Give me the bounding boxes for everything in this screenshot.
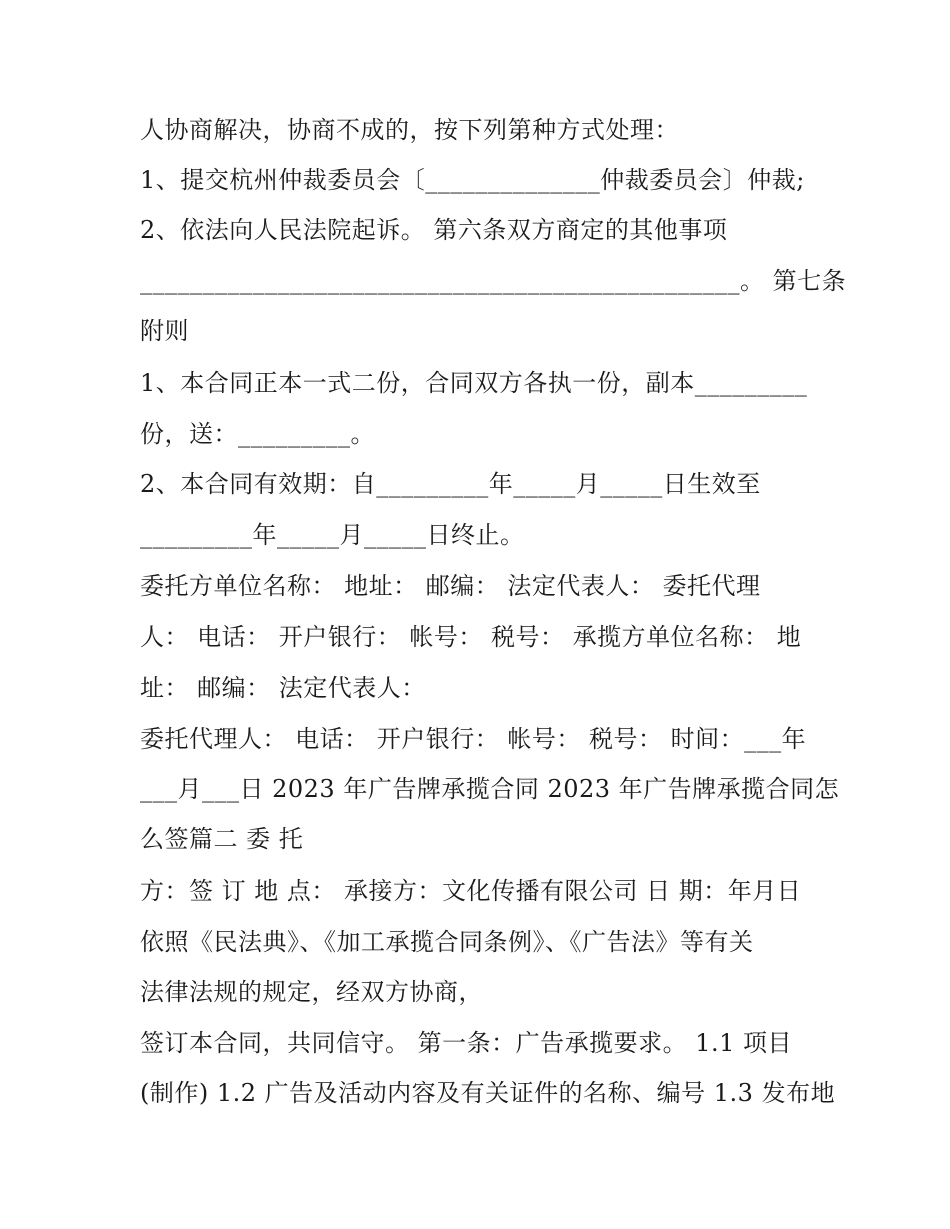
text-line: _________年_____月_____日终止。: [140, 521, 525, 549]
text-line: 1、提交杭州仲裁委员会〔______________仲裁委员会〕仲裁;: [140, 166, 805, 194]
text-line: (制作) 1.2 广告及活动内容及有关证件的名称、编号 1.3 发布地: [140, 1079, 836, 1107]
text-line: 法律法规的规定，经双方协商，: [140, 978, 483, 1006]
text-line: 附则: [140, 317, 189, 345]
text-line: 委托方单位名称： 地址： 邮编： 法定代表人： 委托代理: [140, 572, 761, 600]
text-line: ________________________________________________。 第七条: [140, 267, 847, 295]
text-line: 人： 电话： 开户银行： 帐号： 税号： 承揽方单位名称： 地: [140, 623, 802, 651]
text-line: 份，送：_________。: [140, 420, 375, 448]
text-line: 1、本合同正本一式二份，合同双方各执一份，副本_________: [140, 369, 808, 397]
text-line: 方：签 订 地 点： 承接方：文化传播有限公司 日 期：年月日: [140, 877, 802, 905]
text-line: 2、依法向人民法院起诉。 第六条双方商定的其他事项: [140, 216, 728, 244]
text-line: 址： 邮编： 法定代表人：: [140, 674, 426, 702]
text-line: 委托代理人： 电话： 开户银行： 帐号： 税号： 时间：___年: [140, 725, 807, 753]
text-line: 依照《民法典》、《加工承揽合同条例》、《广告法》等有关: [140, 928, 754, 956]
text-line: 2、本合同有效期：自_________年_____月_____日生效至: [140, 470, 761, 498]
text-line: 签订本合同，共同信守。 第一条：广告承揽要求。 1.1 项目: [140, 1029, 793, 1057]
text-line: 么签篇二 委 托: [140, 825, 304, 853]
text-line: ___月___日 2023 年广告牌承揽合同 2023 年广告牌承揽合同怎: [140, 775, 840, 803]
text-line: 人协商解决，协商不成的，按下列第种方式处理：: [140, 116, 679, 144]
